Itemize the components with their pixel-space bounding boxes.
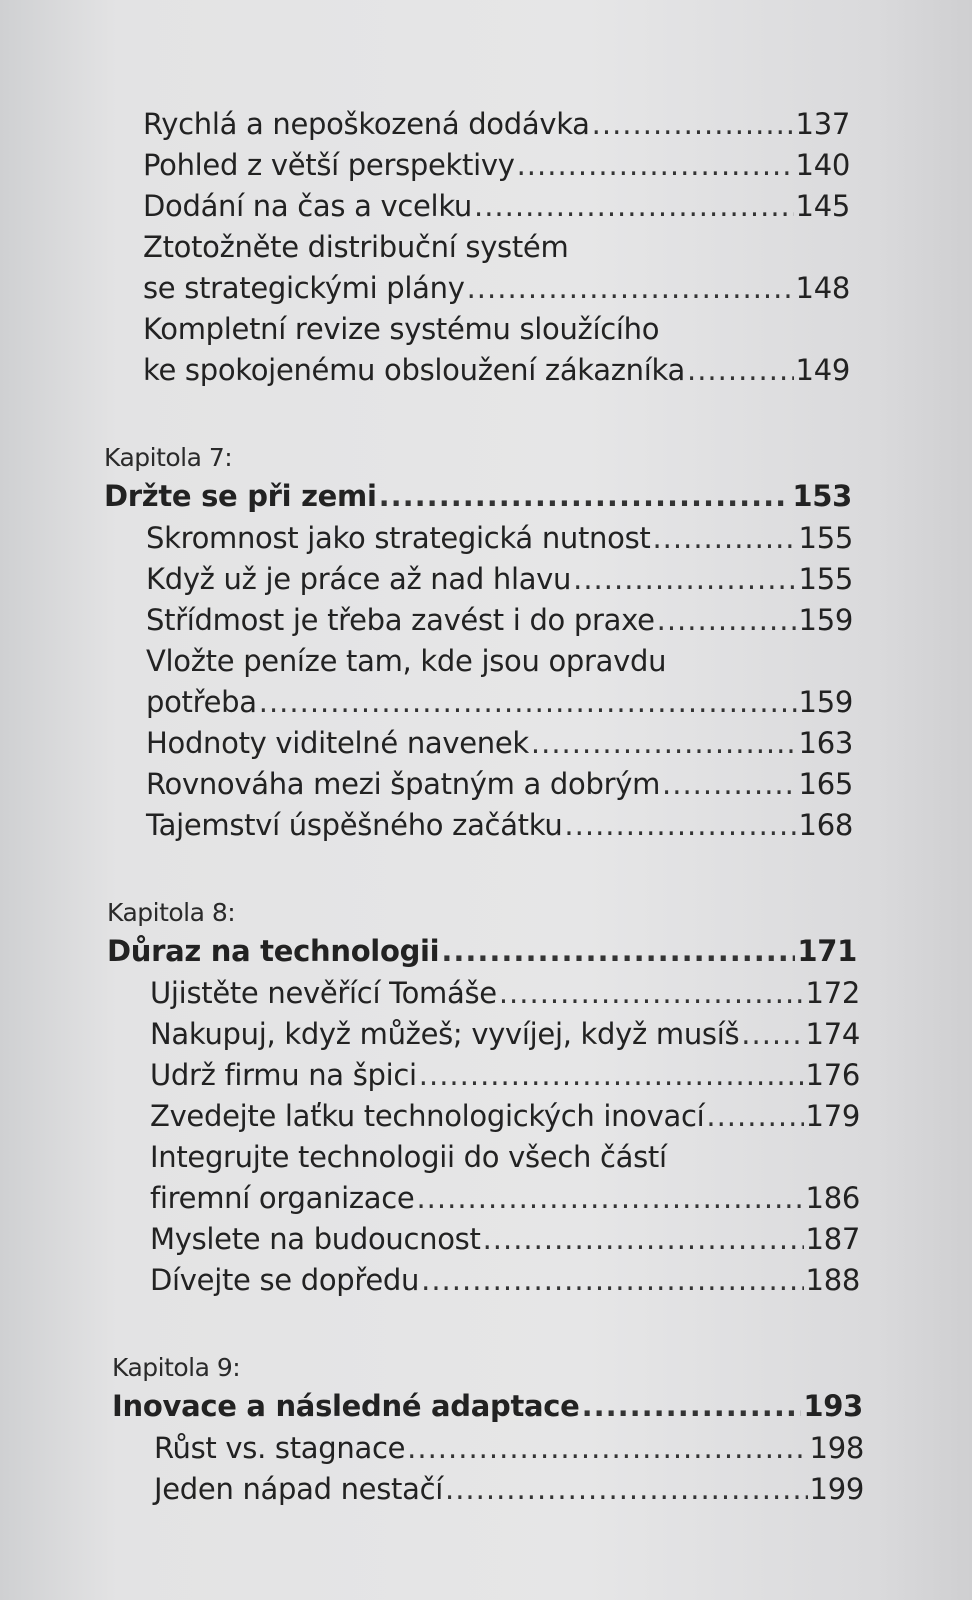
- dot-leader: [407, 1428, 807, 1468]
- toc-entry: [150, 1055, 860, 1095]
- toc-entry-title: Zvedejte laťku technologických inovací: [150, 1099, 705, 1133]
- dot-leader: [592, 104, 794, 144]
- toc-entry-page: 188: [805, 1263, 860, 1297]
- dot-leader: [445, 1469, 808, 1509]
- toc-entry-title: Dodání na čas a vcelku: [143, 189, 472, 223]
- toc-entry-page: 163: [798, 726, 853, 760]
- toc-entry: [150, 1096, 860, 1136]
- chapter-label: Kapitola 7:: [104, 443, 233, 472]
- chapter-title: Důraz na technologii: [107, 934, 440, 968]
- toc-entry-page: 186: [805, 1181, 860, 1215]
- toc-entry: [143, 350, 850, 390]
- toc-entry: [150, 1219, 860, 1259]
- toc-entry-title: Rovnováha mezi špatným a dobrým: [146, 767, 661, 801]
- toc-entry: [143, 145, 850, 185]
- toc-entry-page: 159: [798, 685, 853, 719]
- toc-entry-title: Když už je práce až nad hlavu: [146, 562, 572, 596]
- dot-leader: [483, 1219, 804, 1259]
- dot-leader: [564, 805, 796, 845]
- dot-leader: [474, 186, 794, 226]
- dot-leader: [573, 559, 796, 599]
- dot-leader: [499, 973, 804, 1013]
- chapter-label: Kapitola 8:: [107, 898, 236, 927]
- toc-entry-page: 179: [805, 1099, 860, 1133]
- chapter-heading: [104, 476, 852, 516]
- toc-entry-title: Růst vs. stagnace: [154, 1431, 406, 1465]
- toc-entry-page: 199: [809, 1472, 864, 1506]
- toc-entry-title: Ujistěte nevěřící Tomáše: [150, 976, 497, 1010]
- toc-entry-title: Tajemství úspěšného začátku: [146, 808, 563, 842]
- toc-entry-page: 145: [795, 189, 850, 223]
- toc-entry-page: 198: [809, 1431, 864, 1465]
- toc-entry-title: Pohled z větší perspektivy: [143, 148, 515, 182]
- chapter-page: 171: [797, 934, 857, 968]
- toc-entry: [146, 764, 853, 804]
- toc-entry-page: 137: [795, 107, 850, 141]
- toc-entry-page: 187: [805, 1222, 860, 1256]
- dot-leader: [416, 1178, 803, 1218]
- chapter-title: Inovace a následné adaptace: [112, 1389, 580, 1423]
- toc-entry-title: Myslete na budoucnost: [150, 1222, 481, 1256]
- toc-entry-title: firemní organizace: [150, 1181, 415, 1215]
- chapter-title: Držte se při zemi: [104, 479, 377, 513]
- toc-entry-page: 176: [805, 1058, 860, 1092]
- toc-entry-title: Skromnost jako strategická nutnost: [146, 521, 651, 555]
- toc-entry: [150, 1178, 860, 1218]
- dot-leader: [441, 931, 795, 971]
- toc-entry-title: Nakupuj, když můžeš; vyvíjej, když musíš: [150, 1017, 740, 1051]
- toc-entry-title-line1: Vložte peníze tam, kde jsou opravdu: [146, 644, 667, 678]
- dot-leader: [652, 518, 796, 558]
- toc-entry-title: Rychlá a nepoškozená dodávka: [143, 107, 590, 141]
- toc-entry-page: 165: [798, 767, 853, 801]
- chapter-label: Kapitola 9:: [112, 1353, 241, 1382]
- toc-entry-page: 168: [798, 808, 853, 842]
- toc-entry-title: ke spokojenému obsloužení zákazníka: [143, 353, 685, 387]
- toc-entry-page: 155: [798, 562, 853, 596]
- dot-leader: [259, 682, 797, 722]
- toc-entry-title: Střídmost je třeba zavést i do praxe: [146, 603, 655, 637]
- dot-leader: [741, 1014, 803, 1054]
- toc-entry: [150, 1014, 860, 1054]
- toc-entry-title: se strategickými plány: [143, 271, 465, 305]
- toc-entry-title: Hodnoty viditelné navenek: [146, 726, 529, 760]
- chapter-page: 153: [792, 479, 852, 513]
- toc-entry-page: 159: [798, 603, 853, 637]
- toc-entry-page: 149: [795, 353, 850, 387]
- toc-entry-page: 148: [795, 271, 850, 305]
- toc-entry-title: Udrž firmu na špici: [150, 1058, 417, 1092]
- toc-entry: [146, 805, 853, 845]
- toc-entry: [154, 1469, 864, 1509]
- toc-entry-title-line1: Integrujte technologii do všech částí: [150, 1140, 667, 1174]
- dot-leader: [582, 1386, 802, 1426]
- dot-leader: [657, 600, 797, 640]
- dot-leader: [687, 350, 794, 390]
- dot-leader: [421, 1260, 803, 1300]
- toc-entry-page: 140: [795, 148, 850, 182]
- toc-entry: [146, 723, 853, 763]
- dot-leader: [419, 1055, 804, 1095]
- toc-entry: [143, 186, 850, 226]
- dot-leader: [662, 764, 797, 804]
- toc-entry-page: 172: [805, 976, 860, 1010]
- toc-entry-page: 155: [798, 521, 853, 555]
- chapter-heading: [107, 931, 857, 971]
- dot-leader: [517, 145, 794, 185]
- toc-entry: [146, 559, 853, 599]
- toc-entry-title-line1: Kompletní revize systému sloužícího: [143, 312, 660, 346]
- toc-entry-title: Dívejte se dopředu: [150, 1263, 420, 1297]
- toc-entry: [146, 600, 853, 640]
- dot-leader: [531, 723, 797, 763]
- toc-entry: [143, 104, 850, 144]
- toc-entry-title: Jeden nápad nestačí: [154, 1472, 443, 1506]
- dot-leader: [706, 1096, 803, 1136]
- toc-entry-page: 174: [805, 1017, 860, 1051]
- toc-entry: [150, 1260, 860, 1300]
- chapter-heading: [112, 1386, 863, 1426]
- dot-leader: [467, 268, 794, 308]
- toc-entry-title-line1: Ztotožněte distribuční systém: [143, 230, 569, 264]
- dot-leader: [379, 476, 791, 516]
- toc-entry: [146, 518, 853, 558]
- toc-entry: [143, 268, 850, 308]
- toc-entry-title: potřeba: [146, 685, 257, 719]
- toc-entry: [150, 973, 860, 1013]
- toc-entry: [154, 1428, 864, 1468]
- chapter-page: 193: [803, 1389, 863, 1423]
- toc-entry: [146, 682, 853, 722]
